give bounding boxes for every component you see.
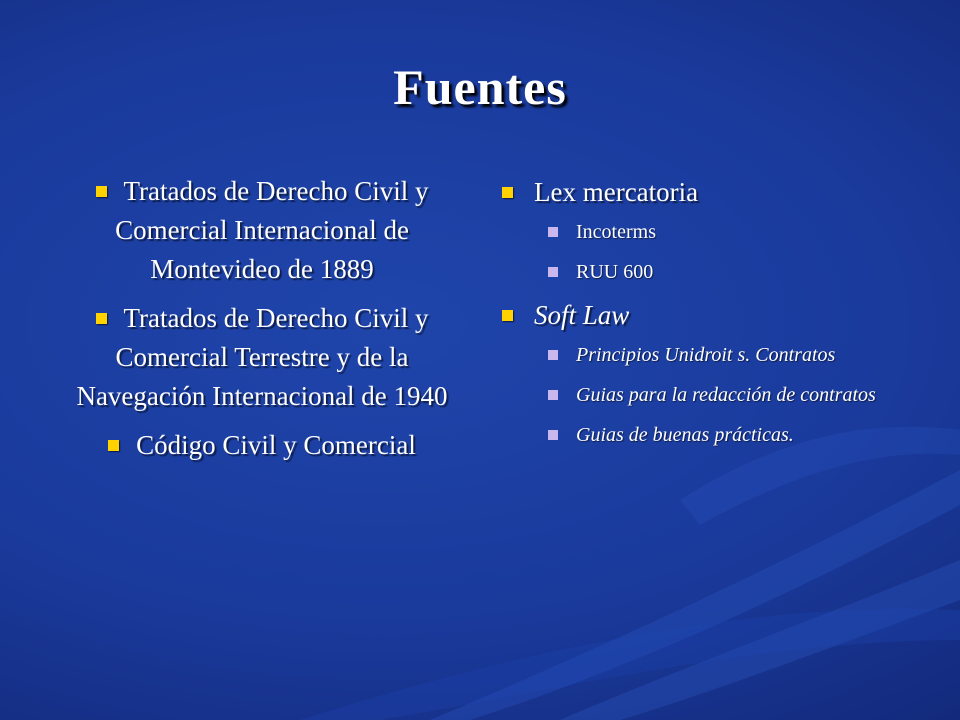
- sub-item-ruu-600: [500, 252, 930, 292]
- sub-item-text: Guias para la redacción de contratos: [576, 384, 876, 406]
- left-item-tratados-1940: [68, 299, 456, 416]
- left-item-codigo-civil: [68, 426, 456, 465]
- square-sub-bullet-icon: [548, 267, 558, 277]
- left-item-text: Código Civil y Comercial: [136, 430, 416, 460]
- sub-item-text: Guias de buenas prácticas.: [576, 424, 794, 446]
- sub-item-text: Principios Unidroit s. Contratos: [576, 344, 836, 366]
- sub-item-principios-unidroit: [500, 335, 930, 375]
- left-item-text: Tratados de Derecho Civil y Comercial Internacional de Montevideo de 1889: [115, 176, 429, 284]
- square-bullet-icon: [502, 310, 513, 321]
- right-item-lex-mercatoria: [500, 172, 930, 212]
- square-bullet-icon: [96, 313, 107, 324]
- slide-title: Fuentes: [393, 59, 567, 115]
- square-sub-bullet-icon: [548, 227, 558, 237]
- sub-item-guias-buenas-practicas: [500, 415, 930, 455]
- right-item-soft-law: [500, 295, 930, 335]
- sub-item-incoterms: [500, 212, 930, 252]
- sub-item-text: Incoterms: [576, 221, 656, 243]
- left-column: [68, 172, 456, 471]
- sub-item-text: RUU 600: [576, 261, 654, 283]
- square-bullet-icon: [502, 187, 513, 198]
- right-item-text: Lex mercatoria: [534, 177, 699, 207]
- right-column: [500, 172, 930, 455]
- left-item-text: Tratados de Derecho Civil y Comercial Terrestre y de la Navegación Internacional de 1940: [76, 303, 448, 411]
- square-bullet-icon: [96, 186, 107, 197]
- left-item-tratados-1889: [68, 172, 456, 289]
- square-sub-bullet-icon: [548, 430, 558, 440]
- square-bullet-icon: [108, 440, 119, 451]
- right-item-text: Soft Law: [534, 300, 630, 330]
- sub-item-guias-redaccion: [500, 375, 930, 415]
- square-sub-bullet-icon: [548, 390, 558, 400]
- square-sub-bullet-icon: [548, 350, 558, 360]
